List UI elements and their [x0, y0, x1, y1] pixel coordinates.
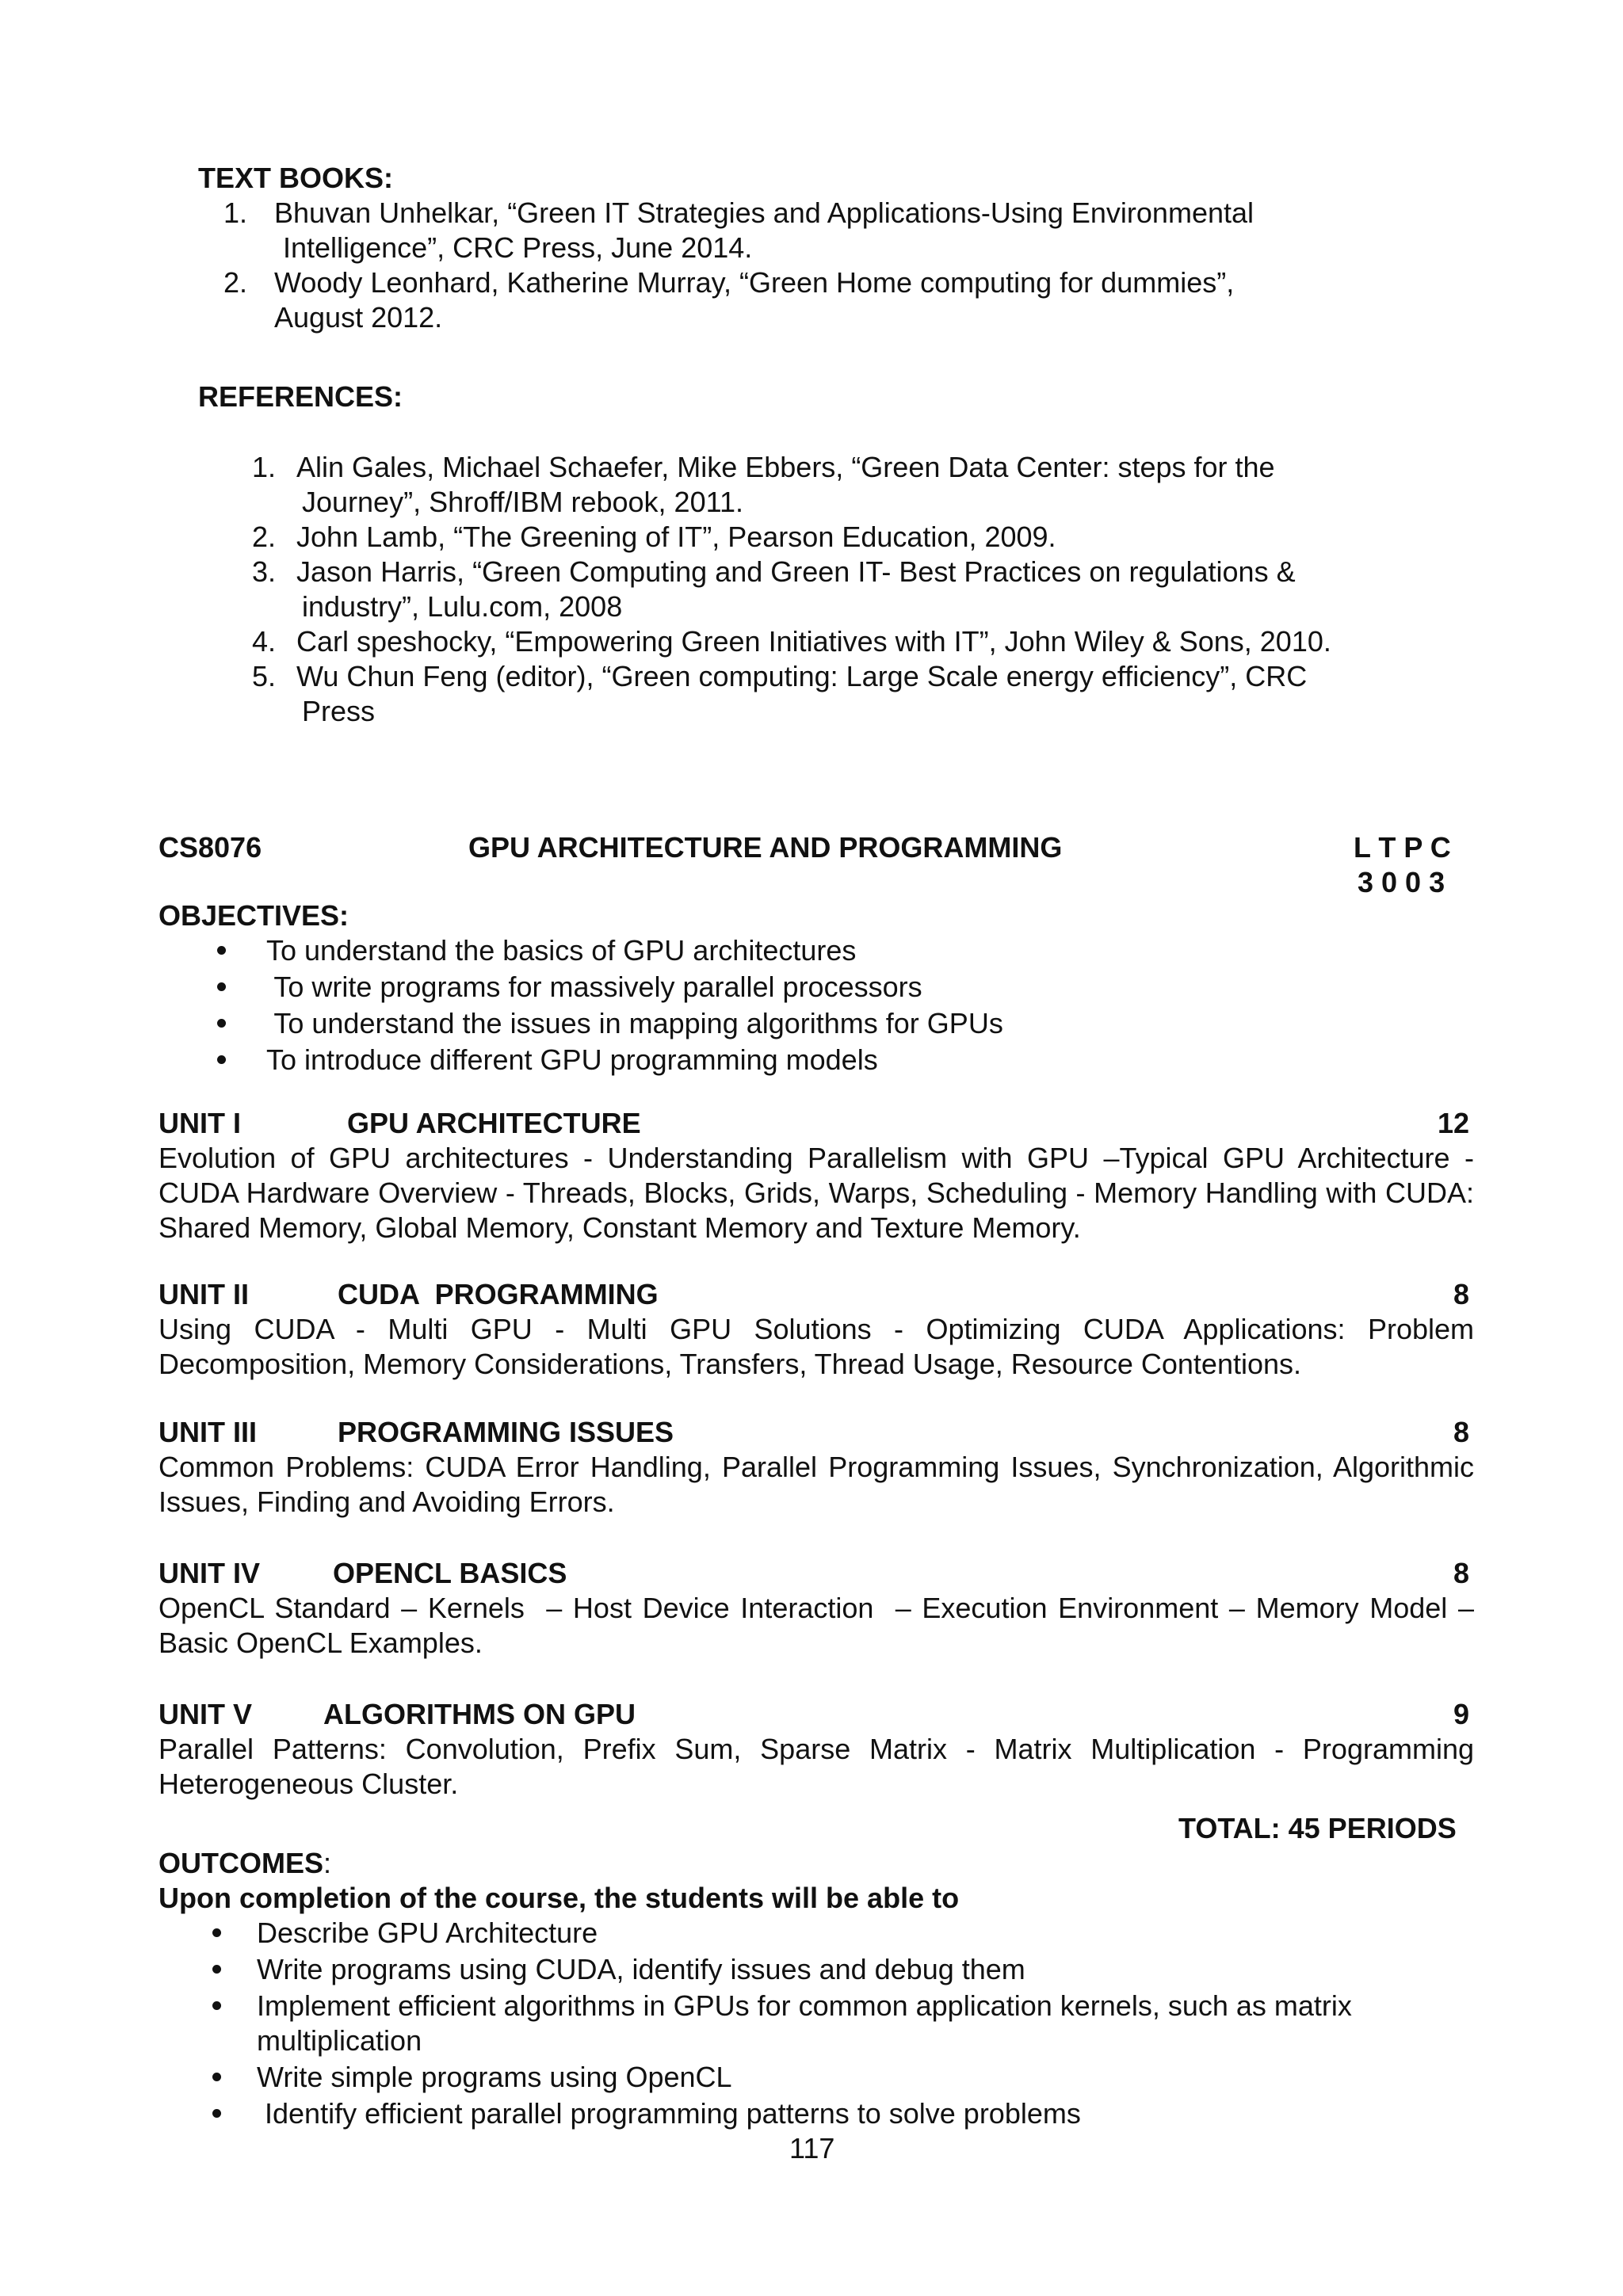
objective-item: To understand the basics of GPU architectures — [266, 934, 857, 967]
bullet-icon — [217, 1019, 226, 1028]
objective-item: To understand the issues in mapping algorithms for GPUs — [266, 1007, 1003, 1039]
unit-label: UNIT III — [158, 1416, 257, 1448]
unit-label: UNIT I — [158, 1107, 241, 1139]
references-heading: REFERENCES: — [198, 380, 403, 413]
objective-item: To introduce different GPU programming models — [266, 1043, 878, 1076]
unit-label: UNIT IV — [158, 1557, 261, 1589]
bullet-icon — [217, 946, 226, 955]
reference-number: 4. — [252, 625, 277, 658]
textbook-line: Bhuvan Unhelkar, “Green IT Strategies and Applications-Using Environmental — [274, 196, 1254, 229]
reference-line: Jason Harris, “Green Computing and Green IT- Best Practices on regulations & — [296, 555, 1296, 588]
outcomes-intro: Upon completion of the course, the students will be able to — [158, 1882, 960, 1914]
course-code: CS8076 — [158, 831, 262, 864]
ltpc-label: L T P C — [1354, 831, 1451, 864]
textbook-number: 1. — [223, 196, 248, 229]
outcomes-heading-text: OUTCOMES — [158, 1847, 324, 1879]
course-title: GPU ARCHITECTURE AND PROGRAMMING — [468, 831, 1063, 864]
bullet-icon — [217, 1055, 226, 1064]
unit-title: GPU ARCHITECTURE — [347, 1107, 641, 1139]
unit-label: UNIT V — [158, 1698, 253, 1730]
reference-line: Journey”, Shroff/IBM rebook, 2011. — [302, 486, 743, 518]
reference-number: 5. — [252, 660, 277, 692]
ltpc-values: 3 0 0 3 — [1358, 866, 1445, 898]
unit-title: OPENCL BASICS — [333, 1557, 567, 1589]
outcome-item-continuation: multiplication — [257, 2024, 422, 2057]
reference-number: 3. — [252, 555, 277, 588]
outcomes-heading — [158, 1846, 331, 1881]
reference-number: 2. — [252, 521, 277, 553]
reference-line: Press — [302, 695, 376, 727]
reference-number: 1. — [252, 451, 277, 483]
bullet-icon — [217, 982, 226, 991]
bullet-icon — [212, 2001, 221, 2010]
unit-hours: 12 — [1438, 1107, 1470, 1139]
unit-description: Using CUDA - Multi GPU - Multi GPU Solutions - Optimizing CUDA Applications: Problem Decomposition, Memory Considerations, Transfers, Thread Usage, Resource Contentions. — [158, 1313, 1474, 1380]
outcomes-heading-colon: : — [323, 1847, 332, 1879]
page-number: 117 — [789, 2132, 835, 2164]
textbook-line: Woody Leonhard, Katherine Murray, “Green Home computing for dummies”, — [274, 266, 1235, 299]
unit-description: Parallel Patterns: Convolution, Prefix Sum, Sparse Matrix - Matrix Multiplication - Programming Heterogeneous Cluster. — [158, 1733, 1474, 1800]
unit-description: Common Problems: CUDA Error Handling, Parallel Programming Issues, Synchronization, Algorithmic Issues, Finding and Avoiding Errors. — [158, 1451, 1474, 1518]
textbook-line: Intelligence”, CRC Press, June 2014. — [283, 231, 753, 264]
outcome-item: Implement efficient algorithms in GPUs for common application kernels, such as matrix — [257, 1989, 1352, 2022]
outcome-item: Write simple programs using OpenCL — [257, 2061, 732, 2093]
reference-line: Wu Chun Feng (editor), “Green computing: Large Scale energy efficiency”, CRC — [296, 660, 1308, 692]
unit-label: UNIT II — [158, 1278, 249, 1310]
bullet-icon — [212, 1965, 221, 1974]
outcome-item: Write programs using CUDA, identify issues and debug them — [257, 1953, 1025, 1985]
unit-description: Evolution of GPU architectures - Understanding Parallelism with GPU –Typical GPU Architecture - CUDA Hardware Overview - Threads, Blocks, Grids, Warps, Scheduling - Memory Handling with CUDA: Shared Memory, Global Memory, Constant Memory and Texture Memory. — [158, 1142, 1474, 1244]
outcome-item: Describe GPU Architecture — [257, 1917, 598, 1949]
textbook-line: August 2012. — [274, 301, 443, 334]
unit-hours: 8 — [1453, 1557, 1470, 1589]
reference-line: Carl speshocky, “Empowering Green Initiatives with IT”, John Wiley & Sons, 2010. — [296, 625, 1331, 658]
reference-line: John Lamb, “The Greening of IT”, Pearson Education, 2009. — [296, 521, 1056, 553]
bullet-icon — [212, 1928, 221, 1937]
unit-description: OpenCL Standard – Kernels – Host Device Interaction – Execution Environment – Memory Model – Basic OpenCL Examples. — [158, 1592, 1483, 1659]
unit-title: PROGRAMMING ISSUES — [338, 1416, 674, 1448]
outcome-item: Identify efficient parallel programming patterns to solve problems — [257, 2097, 1081, 2130]
unit-hours: 9 — [1453, 1698, 1470, 1730]
textbook-number: 2. — [223, 266, 248, 299]
objectives-heading: OBJECTIVES: — [158, 899, 349, 932]
reference-line: Alin Gales, Michael Schaefer, Mike Ebbers, “Green Data Center: steps for the — [296, 451, 1275, 483]
objective-item: To write programs for massively parallel processors — [266, 971, 922, 1003]
text-books-heading: TEXT BOOKS: — [198, 162, 394, 194]
unit-title: ALGORITHMS ON GPU — [323, 1698, 636, 1730]
unit-hours: 8 — [1453, 1416, 1470, 1448]
bullet-icon — [212, 2073, 221, 2081]
unit-hours: 8 — [1453, 1278, 1470, 1310]
reference-line: industry”, Lulu.com, 2008 — [302, 590, 623, 623]
unit-title: CUDA PROGRAMMING — [338, 1278, 659, 1310]
total-periods: TOTAL: 45 PERIODS — [1178, 1812, 1457, 1844]
bullet-icon — [212, 2109, 221, 2118]
